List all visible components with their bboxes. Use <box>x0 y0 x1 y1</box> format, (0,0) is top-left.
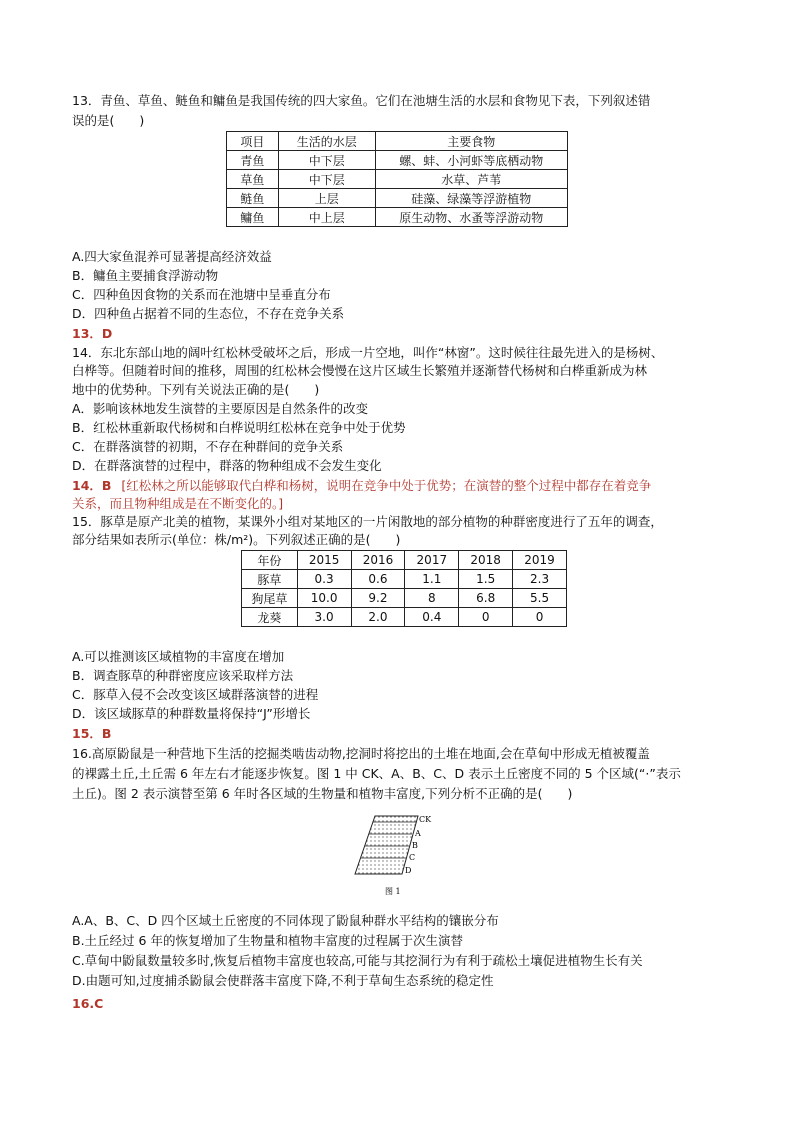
q13-table <box>226 131 568 227</box>
table-header-cell: 生活的水层 <box>278 132 375 151</box>
table-cell: 6.8 <box>459 589 513 608</box>
table-cell: 0 <box>459 608 513 627</box>
table-row <box>227 170 568 189</box>
q15-stem-line2: 部分结果如表所示(单位：株/m²)。下列叙述正确的是( ) <box>72 532 401 547</box>
table-cell: 8 <box>405 589 459 608</box>
table-cell: 龙葵 <box>242 608 298 627</box>
table-cell: 豚草 <box>242 570 298 589</box>
q14-option-c: C．在群落演替的初期，不存在种群间的竞争关系 <box>72 439 344 454</box>
table-cell: 0 <box>513 608 567 627</box>
table-header-cell: 2016 <box>351 551 405 570</box>
q14-option-a: A．影响该林地发生演替的主要原因是自然条件的改变 <box>72 401 369 416</box>
q15-table <box>241 550 567 627</box>
figure-label-b: B <box>412 841 418 850</box>
figure-label-d: D <box>405 866 412 875</box>
table-header-cell: 主要食物 <box>375 132 567 151</box>
q14-answer-line <box>72 477 651 495</box>
table-cell: 硅藻、绿藻等浮游植物 <box>375 189 567 208</box>
q15-answer: 15．B <box>72 726 112 741</box>
table-cell: 中下层 <box>278 170 375 189</box>
figure-label-c: C <box>409 853 416 862</box>
table-cell: 3.0 <box>297 608 351 627</box>
table-cell: 上层 <box>278 189 375 208</box>
table-cell: 原生动物、水蚤等浮游动物 <box>375 208 567 227</box>
q13-option-b: B．鳙鱼主要捕食浮游动物 <box>72 268 219 283</box>
q13-option-d: D．四种鱼占据着不同的生态位，不存在竞争关系 <box>72 306 345 321</box>
table-cell: 青鱼 <box>227 151 279 170</box>
table-cell: 中上层 <box>278 208 375 227</box>
q13-stem-line1: 13．青鱼、草鱼、鲢鱼和鳙鱼是我国传统的四大家鱼。它们在池塘生活的水层和食物见下表，下列叙述错 <box>72 93 651 108</box>
table-header-cell: 2017 <box>405 551 459 570</box>
table-cell: 9.2 <box>351 589 405 608</box>
q16-option-c: C.草甸中鼢鼠数量较多时,恢复后植物丰富度也较高,可能与其挖洞行为有利于疏松土壤促进植物生长有关 <box>72 953 643 968</box>
table-cell: 鳙鱼 <box>227 208 279 227</box>
table-cell: 中下层 <box>278 151 375 170</box>
q14-answer: 14．B <box>72 478 112 493</box>
q16-stem-line1: 16.高原鼢鼠是一种营地下生活的挖掘类啮齿动物,挖洞时将挖出的土堆在地面,会在草甸中形成无植被覆盖 <box>72 746 650 761</box>
q15-option-a: A.可以推测该区域植物的丰富度在增加 <box>72 649 285 664</box>
q15-option-d: D．该区域豚草的种群数量将保持“J”形增长 <box>72 706 311 721</box>
q14-explanation-line2: 关系，而且物种组成是在不断变化的。] <box>72 496 284 511</box>
table-cell: 2.3 <box>513 570 567 589</box>
table-cell: 1.1 <box>405 570 459 589</box>
figure-label-ck: CK <box>419 815 432 824</box>
q16-option-d: D.由题可知,过度捕杀鼢鼠会使群落丰富度下降,不利于草甸生态系统的稳定性 <box>72 973 494 988</box>
q14-explanation-line1: [红松林之所以能够取代白桦和杨树，说明在竞争中处于优势；在演替的整个过程中都存在着竞争 <box>121 478 652 493</box>
q15-option-b: B．调查豚草的种群密度应该采取样方法 <box>72 668 294 683</box>
q16-option-a: A.A、B、C、D 四个区域土丘密度的不同体现了鼢鼠种群水平结构的镶嵌分布 <box>72 913 499 928</box>
table-cell: 0.6 <box>351 570 405 589</box>
q14-option-b: B．红松林重新取代杨树和白桦说明红松林在竞争中处于优势 <box>72 420 406 435</box>
table-cell: 狗尾草 <box>242 589 298 608</box>
soil-mound-diagram <box>350 812 440 900</box>
table-header-row <box>227 132 568 151</box>
table-row <box>227 189 568 208</box>
table-cell: 鲢鱼 <box>227 189 279 208</box>
q13-stem-line2: 误的是( ) <box>72 113 145 128</box>
table-cell: 2.0 <box>351 608 405 627</box>
table-row <box>242 570 567 589</box>
figure-1 <box>350 812 440 900</box>
table-row <box>242 608 567 627</box>
q16-stem-line3: 土丘)。图 2 表示演替至第 6 年时各区域的生物量和植物丰富度,下列分析不正确的是( ) <box>72 786 573 801</box>
q13-option-a: A.四大家鱼混养可显著提高经济效益 <box>72 249 272 264</box>
table-row <box>242 589 567 608</box>
table-cell: 1.5 <box>459 570 513 589</box>
figure-caption: 图 1 <box>385 887 401 896</box>
table-cell: 0.3 <box>297 570 351 589</box>
table-row <box>227 151 568 170</box>
q13-option-c: C．四种鱼因食物的关系而在池塘中呈垂直分布 <box>72 287 331 302</box>
q15-option-c: C．豚草入侵不会改变该区域群落演替的进程 <box>72 687 319 702</box>
table-cell: 螺、蚌、小河虾等底栖动物 <box>375 151 567 170</box>
figure-label-a: A <box>415 829 421 838</box>
table-cell: 草鱼 <box>227 170 279 189</box>
q14-stem-line3: 地中的优势种。下列有关说法正确的是( ) <box>72 382 320 397</box>
q16-answer: 16.C <box>72 996 104 1011</box>
table-cell: 10.0 <box>297 589 351 608</box>
table-header-row <box>242 551 567 570</box>
table-row <box>227 208 568 227</box>
table-header-cell: 2018 <box>459 551 513 570</box>
q14-option-d: D．在群落演替的过程中，群落的物种组成不会发生变化 <box>72 458 382 473</box>
q16-stem-line2: 的裸露土丘,土丘需 6 年左右才能逐步恢复。图 1 中 CK、A、B、C、D 表示土丘密度不同的 5 个区域(“·”表示 <box>72 766 681 781</box>
q14-stem-line1: 14．东北东部山地的阔叶红松林受破坏之后，形成一片空地，叫作“林窗”。这时候往往最先进入的是杨树、 <box>72 345 664 360</box>
q16-option-b: B.土丘经过 6 年的恢复增加了生物量和植物丰富度的过程属于次生演替 <box>72 933 463 948</box>
table-header-cell: 2019 <box>513 551 567 570</box>
table-header-cell: 项目 <box>227 132 279 151</box>
q15-stem-line1: 15．豚草是原产北美的植物，某课外小组对某地区的一片闲散地的部分植物的种群密度进行了五年的调查， <box>72 514 663 529</box>
q13-answer: 13．D <box>72 326 113 341</box>
table-header-cell: 年份 <box>242 551 298 570</box>
table-cell: 水草、芦苇 <box>375 170 567 189</box>
table-cell: 0.4 <box>405 608 459 627</box>
q14-stem-line2: 白桦等。但随着时间的推移，周围的红松林会慢慢在这片区域生长繁殖并逐渐替代杨树和白桦重新成为林 <box>72 363 648 378</box>
table-cell: 5.5 <box>513 589 567 608</box>
table-header-cell: 2015 <box>297 551 351 570</box>
